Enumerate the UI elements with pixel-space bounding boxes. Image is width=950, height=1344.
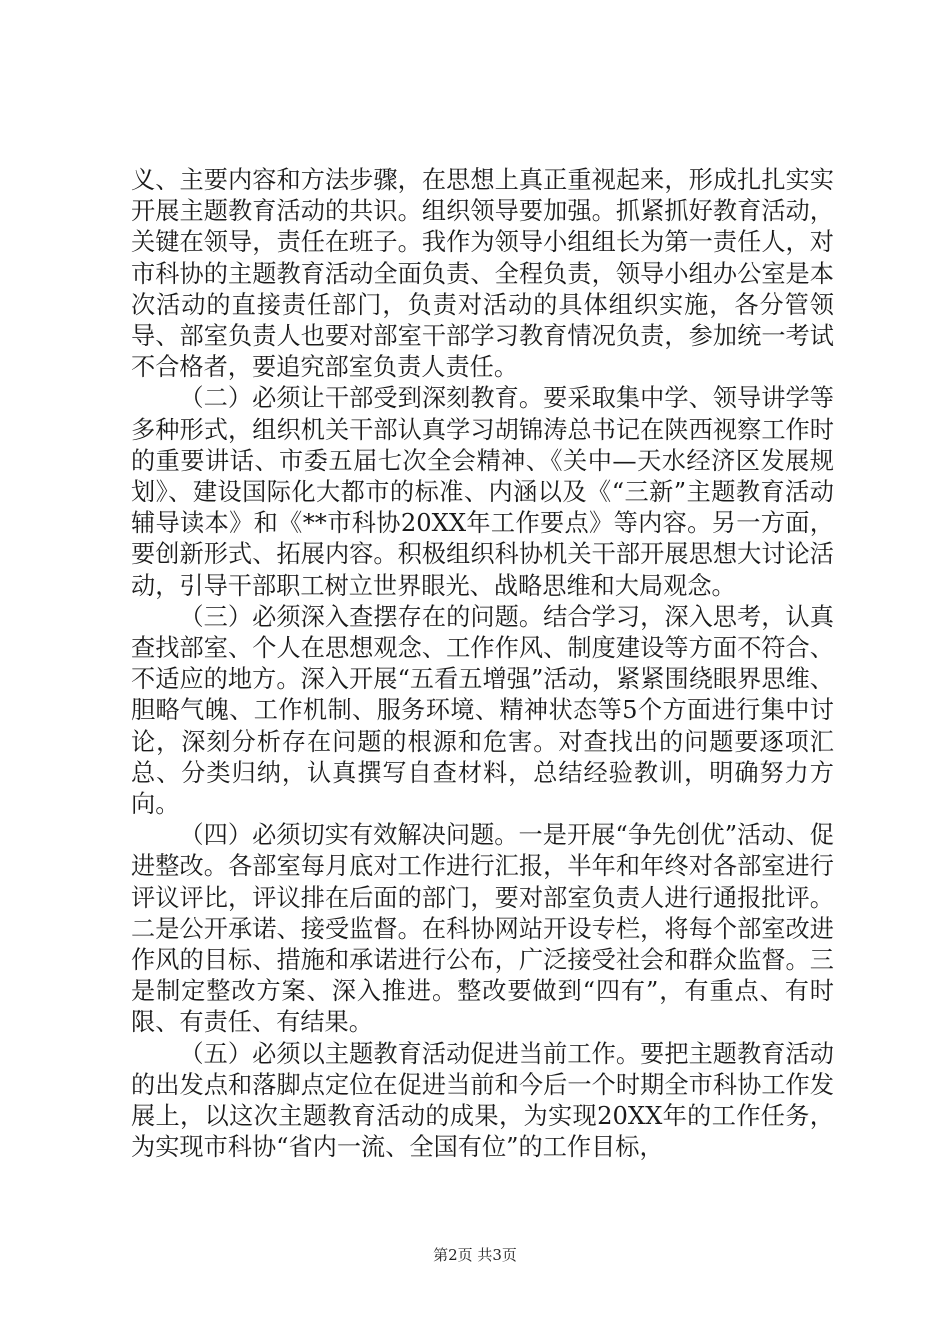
paragraph-section-3: （三）必须深入查摆存在的问题。结合学习，深入思考，认真查找部室、个人在思想观念、工作作风、制度建设等方面不符合、不适应的地方。深入开展“五看五增强”活动，紧紧围绕眼界思维、胆略气魄、工作机制、服务环境、精神状态等5个方面进行集中讨论，深刻分析存在问题的根源和危害。对查找出的问题要逐项汇总、分类归纳，认真撰写自查材料，总结经验教训，明确努力方向。 bbox=[131, 602, 834, 819]
page-number-footer: 第2页 共3页 bbox=[433, 1246, 517, 1264]
paragraph-section-5: （五）必须以主题教育活动促进当前工作。要把主题教育活动的出发点和落脚点定位在促进当前和今后一个时期全市科协工作发展上，以这次主题教育活动的成果，为实现20XX年的工作任务，为实现市科协“省内一流、全国有位”的工作目标， bbox=[131, 1039, 834, 1162]
paragraph-section-4: （四）必须切实有效解决问题。一是开展“争先创优”活动、促进整改。各部室每月底对工作进行汇报，半年和年终对各部室进行评议评比，评议排在后面的部门，要对部室负责人进行通报批评。二是公开承诺、接受监督。在科协网站开设专栏，将每个部室改进作风的目标、措施和承诺进行公布，广泛接受社会和群众监督。三是制定整改方案、深入推进。整改要做到“四有”，有重点、有时限、有责任、有结果。 bbox=[131, 821, 834, 1037]
paragraph-section-2: （二）必须让干部受到深刻教育。要采取集中学、领导讲学等多种形式，组织机关干部认真学习胡锦涛总书记在陕西视察工作时的重要讲话、市委五届七次全会精神、《关中—天水经济区发展规划》、建设国际化大都市的标准、内涵以及《“三新”主题教育活动辅导读本》和《**市科协20XX年工作要点》等内容。另一方面，要创新形式、拓展内容。积极组织科协机关干部开展思想大讨论活动，引导干部职工树立世界眼光、战略思维和大局观念。 bbox=[131, 384, 834, 600]
document-body bbox=[131, 165, 834, 1164]
paragraph-continuation: 义、主要内容和方法步骤，在思想上真正重视起来，形成扎扎实实开展主题教育活动的共识。组织领导要加强。抓紧抓好教育活动，关键在领导，责任在班子。我作为领导小组组长为第一责任人，对市科协的主题教育活动全面负责、全程负责，领导小组办公室是本次活动的直接责任部门，负责对活动的具体组织实施，各分管领导、部室负责人也要对部室干部学习教育情况负责，参加统一考试不合格者，要追究部室负责人责任。 bbox=[131, 166, 834, 382]
